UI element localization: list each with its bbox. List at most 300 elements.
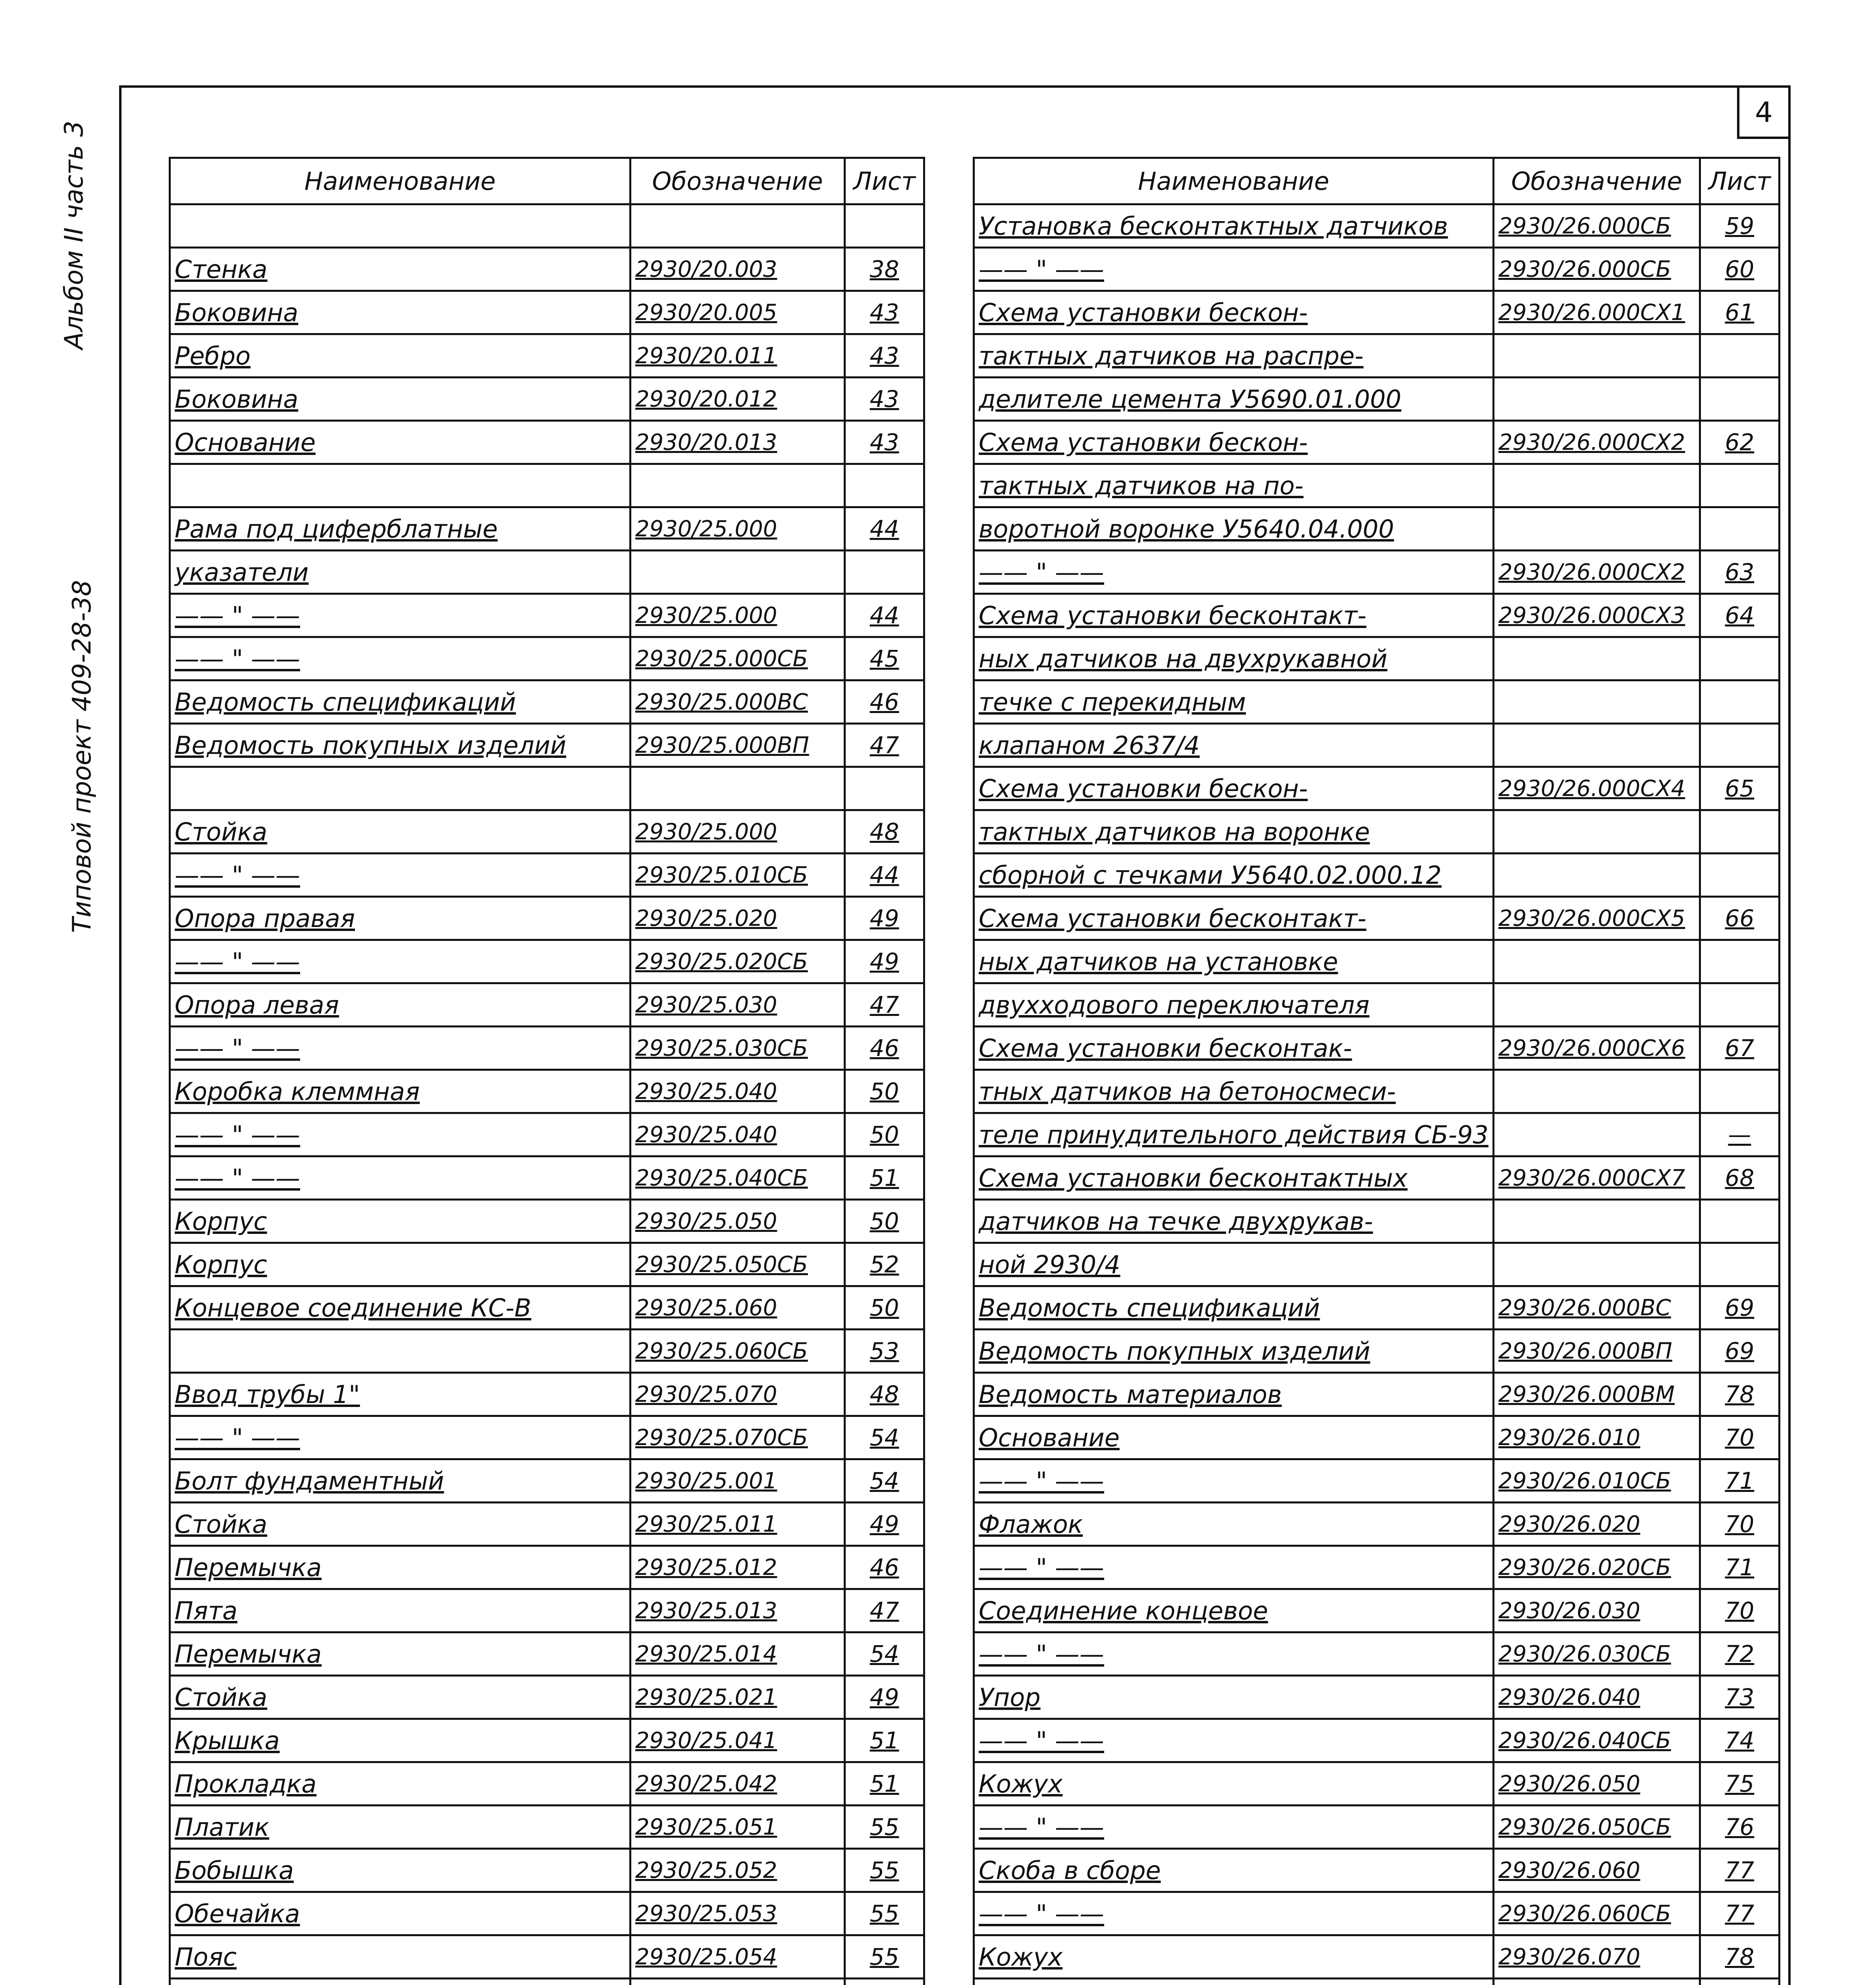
row-sheet: 51 [845, 1156, 924, 1200]
row-sheet: 54 [845, 1459, 924, 1503]
row-name: Платик [170, 1806, 630, 1849]
row-sheet: 44 [845, 594, 924, 637]
row-code [1493, 334, 1700, 378]
row-code [1493, 983, 1700, 1027]
row-name: теле принудительного действия СБ-93 [974, 1113, 1494, 1156]
row-name [170, 1979, 630, 1985]
row-sheet: 70 [1700, 1503, 1779, 1546]
table-row [170, 248, 924, 291]
row-name [170, 1330, 630, 1373]
header-code: Обозначение [630, 158, 845, 204]
table-row [170, 637, 924, 680]
row-name: Боковина [170, 378, 630, 421]
row-name: Упор [974, 1676, 1494, 1719]
row-code: 2930/26.000ВС [1493, 1286, 1700, 1330]
row-name: воротной воронке У5640.04.000 [974, 507, 1494, 551]
table-row [974, 1373, 1780, 1416]
row-name [170, 767, 630, 810]
row-name: Схема установки бесконтактных [974, 1156, 1494, 1200]
row-code: 2930/26.030СБ [1493, 1632, 1700, 1676]
row-name: ной 2930/4 [974, 1243, 1494, 1286]
row-code [1493, 680, 1700, 724]
row-name: Корпус [170, 1243, 630, 1286]
table-row [170, 1762, 924, 1806]
row-name: —— " —— [974, 1892, 1494, 1935]
table-row [170, 1546, 924, 1589]
row-name: тактных датчиков на по- [974, 464, 1494, 507]
row-sheet: 55 [845, 1806, 924, 1849]
row-sheet: 75 [1700, 1762, 1779, 1806]
row-name: —— " —— [974, 1632, 1494, 1676]
row-name: Кожух [974, 1762, 1494, 1806]
table-row [974, 1632, 1780, 1676]
row-code: 2930/20.013 [630, 421, 845, 464]
row-name: —— " —— [170, 637, 630, 680]
table-header [974, 158, 1780, 204]
table-row [170, 940, 924, 983]
row-code: 2930/25.010СБ [630, 854, 845, 897]
row-name: ных датчиков на двухрукавной [974, 637, 1494, 680]
row-sheet: 65 [1700, 767, 1779, 810]
row-code [1493, 378, 1700, 421]
row-code: 2930/25.030СБ [630, 1027, 845, 1070]
row-name: Болт фундаментный [170, 1459, 630, 1503]
row-sheet: 55 [845, 1935, 924, 1979]
row-sheet: 54 [845, 1416, 924, 1459]
row-sheet: 77 [1700, 1849, 1779, 1892]
table-row [170, 1806, 924, 1849]
table-row [974, 291, 1780, 334]
row-name: —— " —— [170, 854, 630, 897]
drawings-list-left [169, 157, 925, 1985]
row-sheet: 61 [1700, 291, 1779, 334]
row-name: Стойка [170, 1676, 630, 1719]
row-name: —— " —— [974, 248, 1494, 291]
row-sheet: 49 [845, 940, 924, 983]
row-sheet: 66 [1700, 897, 1779, 940]
row-code: 2930/25.014 [630, 1632, 845, 1676]
table-row [170, 1286, 924, 1330]
row-code: 2930/26.030 [1493, 1589, 1700, 1632]
table-row [170, 204, 924, 248]
row-sheet: 38 [845, 248, 924, 291]
table-row [974, 1286, 1780, 1330]
row-sheet: 51 [845, 1719, 924, 1762]
row-code: 2930/26.060 [1493, 1849, 1700, 1892]
row-name: —— " —— [170, 1416, 630, 1459]
row-sheet: 43 [845, 291, 924, 334]
row-sheet: 74 [1700, 1719, 1779, 1762]
row-name: Стенка [170, 248, 630, 291]
table-row [170, 594, 924, 637]
table-row [170, 1719, 924, 1762]
row-sheet [845, 464, 924, 507]
row-sheet [1700, 464, 1779, 507]
table-row [974, 1459, 1780, 1503]
row-sheet: 55 [845, 1849, 924, 1892]
table-row [974, 1243, 1780, 1286]
row-code [1493, 724, 1700, 767]
row-name: Перемычка [170, 1546, 630, 1589]
header-code: Обозначение [1493, 158, 1700, 204]
row-sheet: 43 [845, 421, 924, 464]
table-row [170, 291, 924, 334]
table-row [170, 1027, 924, 1070]
table-row [170, 1459, 924, 1503]
row-code: 2930/25.041 [630, 1719, 845, 1762]
table-row [974, 637, 1780, 680]
row-code: 2930/25.000 [630, 810, 845, 854]
sheet-number: 4 [1737, 85, 1791, 139]
row-code: 2930/26.010СБ [1493, 1459, 1700, 1503]
row-sheet: 71 [1700, 1546, 1779, 1589]
row-code [630, 204, 845, 248]
row-sheet [1700, 1200, 1779, 1243]
row-name: Концевое соединение КС-В [170, 1286, 630, 1330]
row-sheet: 78 [1700, 1935, 1779, 1979]
row-name: —— " —— [974, 1546, 1494, 1589]
row-sheet [845, 1979, 924, 1985]
row-name: Соединение концевое [974, 1589, 1494, 1632]
row-name: двухходового переключателя [974, 983, 1494, 1027]
row-code: 2930/26.000СБ [1493, 248, 1700, 291]
row-code: 2930/26.010 [1493, 1416, 1700, 1459]
table-row [974, 378, 1780, 421]
table-row [974, 1762, 1780, 1806]
row-name: —— " —— [974, 1459, 1494, 1503]
row-sheet [845, 204, 924, 248]
row-name: Основание [974, 1416, 1494, 1459]
table-row [170, 767, 924, 810]
row-code: 2930/20.005 [630, 291, 845, 334]
table-row [974, 204, 1780, 248]
table-row [974, 334, 1780, 378]
table-row [170, 1156, 924, 1200]
table-row [170, 1676, 924, 1719]
header-sheet: Лист [845, 158, 924, 204]
row-sheet: 68 [1700, 1156, 1779, 1200]
row-code: 2930/26.000ВМ [1493, 1373, 1700, 1416]
row-code: 2930/26.070 [1493, 1935, 1700, 1979]
row-sheet: 49 [845, 1503, 924, 1546]
row-code: 2930/26.020СБ [1493, 1546, 1700, 1589]
row-name: датчиков на течке двухрукав- [974, 1200, 1494, 1243]
row-code: 2930/25.012 [630, 1546, 845, 1589]
row-code: 2930/25.021 [630, 1676, 845, 1719]
table-row [974, 1849, 1780, 1892]
table-row [974, 1156, 1780, 1200]
row-name: тных датчиков на бетоносмеси- [974, 1070, 1494, 1113]
row-name [170, 464, 630, 507]
table-row [974, 1719, 1780, 1762]
table-row [170, 1979, 924, 1985]
row-sheet [1700, 854, 1779, 897]
table-row [974, 464, 1780, 507]
row-code: 2930/26.000СХ6 [1493, 1027, 1700, 1070]
row-sheet: 70 [1700, 1416, 1779, 1459]
row-code: 2930/26.000СХ2 [1493, 421, 1700, 464]
row-sheet: 44 [845, 507, 924, 551]
row-name: Ребро [170, 334, 630, 378]
row-code: 2930/25.030 [630, 983, 845, 1027]
row-code: 2930/25.051 [630, 1806, 845, 1849]
row-sheet [1700, 940, 1779, 983]
table-row [974, 1979, 1780, 1985]
table-row [170, 1849, 924, 1892]
row-sheet: 69 [1700, 1286, 1779, 1330]
table-row [170, 464, 924, 507]
table-row [974, 594, 1780, 637]
table-row [170, 334, 924, 378]
row-code: 2930/25.052 [630, 1849, 845, 1892]
row-code [1493, 854, 1700, 897]
row-name: Схема установки бесконтак- [974, 1027, 1494, 1070]
row-name: Схема установки бескон- [974, 421, 1494, 464]
row-sheet: 46 [845, 1546, 924, 1589]
row-sheet: 69 [1700, 1330, 1779, 1373]
row-name: течке с перекидным [974, 680, 1494, 724]
row-code [630, 464, 845, 507]
row-sheet [1700, 507, 1779, 551]
row-sheet: 51 [845, 1762, 924, 1806]
row-code: 2930/26.000ВП [1493, 1330, 1700, 1373]
row-code: 2930/26.050СБ [1493, 1806, 1700, 1849]
table-row [974, 1200, 1780, 1243]
row-code [1493, 464, 1700, 507]
row-code: 2930/26.000СБ [1493, 204, 1700, 248]
table-row [974, 940, 1780, 983]
row-sheet: — [1700, 1113, 1779, 1156]
margin-album-label: Альбом II часть 3 [60, 120, 89, 349]
row-sheet: 60 [1700, 248, 1779, 291]
row-code: 2930/26.000СХ2 [1493, 551, 1700, 594]
row-sheet: 54 [845, 1632, 924, 1676]
row-name: Пояс [170, 1935, 630, 1979]
table-row [974, 248, 1780, 291]
row-sheet: 55 [845, 1892, 924, 1935]
row-code: 2930/25.013 [630, 1589, 845, 1632]
row-name: указатели [170, 551, 630, 594]
row-sheet [1700, 810, 1779, 854]
table-row [170, 1070, 924, 1113]
table-row [974, 1676, 1780, 1719]
margin-project-label: Типовой проект 409-28-38 [67, 580, 97, 933]
row-code: 2930/20.011 [630, 334, 845, 378]
table-row [974, 1892, 1780, 1935]
row-sheet [1700, 724, 1779, 767]
row-code: 2930/25.000ВП [630, 724, 845, 767]
row-code: 2930/25.000 [630, 507, 845, 551]
row-sheet: 77 [1700, 1892, 1779, 1935]
table-row [974, 724, 1780, 767]
row-code [630, 1979, 845, 1985]
row-code: 2930/25.070 [630, 1373, 845, 1416]
row-code: 2930/25.000 [630, 594, 845, 637]
row-code: 2930/25.040СБ [630, 1156, 845, 1200]
table-row [974, 1806, 1780, 1849]
row-sheet [845, 767, 924, 810]
table-row [974, 1546, 1780, 1589]
row-name: Опора правая [170, 897, 630, 940]
table-row [170, 1935, 924, 1979]
row-code: 2930/25.060СБ [630, 1330, 845, 1373]
row-sheet: 46 [845, 680, 924, 724]
table-row [170, 983, 924, 1027]
table-row [974, 810, 1780, 854]
row-code [1493, 1979, 1700, 1985]
row-code [630, 767, 845, 810]
row-name: сборной с течками У5640.02.000.12 [974, 854, 1494, 897]
row-code: 2930/26.000СХ3 [1493, 594, 1700, 637]
row-code: 2930/26.050 [1493, 1762, 1700, 1806]
row-sheet: 43 [845, 378, 924, 421]
row-name: Основание [170, 421, 630, 464]
row-code [1493, 1243, 1700, 1286]
row-sheet: 70 [1700, 1589, 1779, 1632]
row-name: Боковина [170, 291, 630, 334]
row-sheet: 43 [845, 334, 924, 378]
row-code: 2930/26.020 [1493, 1503, 1700, 1546]
table-row [170, 810, 924, 854]
row-sheet: 47 [845, 724, 924, 767]
row-code: 2930/25.053 [630, 1892, 845, 1935]
table-row [170, 1632, 924, 1676]
table-row [974, 1027, 1780, 1070]
row-name [170, 204, 630, 248]
row-code [1493, 1113, 1700, 1156]
table-row [170, 507, 924, 551]
row-code: 2930/25.060 [630, 1286, 845, 1330]
row-sheet: 47 [845, 983, 924, 1027]
table-row [974, 1113, 1780, 1156]
row-code [1493, 1070, 1700, 1113]
row-sheet: 50 [845, 1070, 924, 1113]
table-row [974, 983, 1780, 1027]
row-sheet: 59 [1700, 204, 1779, 248]
row-name: —— " —— [170, 594, 630, 637]
row-code: 2930/25.000СБ [630, 637, 845, 680]
row-name: Флажок [974, 1503, 1494, 1546]
row-sheet [845, 551, 924, 594]
row-code: 2930/26.040 [1493, 1676, 1700, 1719]
table-row [974, 1935, 1780, 1979]
row-sheet: 50 [845, 1200, 924, 1243]
table-row [170, 378, 924, 421]
row-name: Крышка [170, 1719, 630, 1762]
table-row [974, 1589, 1780, 1632]
row-name: Стойка [170, 1503, 630, 1546]
row-code: 2930/26.000СХ1 [1493, 291, 1700, 334]
row-name: —— " —— [170, 940, 630, 983]
row-code [1493, 637, 1700, 680]
row-name: ных датчиков на установке [974, 940, 1494, 983]
row-code [1493, 507, 1700, 551]
table-row [170, 1503, 924, 1546]
row-name: Ведомость спецификаций [170, 680, 630, 724]
row-code: 2930/25.050СБ [630, 1243, 845, 1286]
table-row [170, 1243, 924, 1286]
row-name: Ведомость спецификаций [974, 1286, 1494, 1330]
row-name: —— " —— [974, 551, 1494, 594]
table-row [974, 1503, 1780, 1546]
row-sheet [1700, 1979, 1779, 1985]
row-name: Ведомость материалов [974, 1373, 1494, 1416]
table-row [170, 1892, 924, 1935]
row-name: Рама под циферблатные [170, 507, 630, 551]
row-code: 2930/25.070СБ [630, 1416, 845, 1459]
row-name: Кожух [974, 1935, 1494, 1979]
row-name: Коробка клеммная [170, 1070, 630, 1113]
row-sheet: 52 [845, 1243, 924, 1286]
row-sheet: 49 [845, 1676, 924, 1719]
row-name: Бобышка [170, 1849, 630, 1892]
row-code: 2930/26.000СХ7 [1493, 1156, 1700, 1200]
row-sheet: 50 [845, 1286, 924, 1330]
row-code: 2930/26.000СХ5 [1493, 897, 1700, 940]
row-code: 2930/25.000ВС [630, 680, 845, 724]
row-sheet: 53 [845, 1330, 924, 1373]
row-code: 2930/25.001 [630, 1459, 845, 1503]
row-name: Корпус [170, 1200, 630, 1243]
row-sheet [1700, 1070, 1779, 1113]
table-row [974, 421, 1780, 464]
row-name: —— " —— [170, 1027, 630, 1070]
row-code: 2930/25.020СБ [630, 940, 845, 983]
table-row [170, 1200, 924, 1243]
table-row [170, 1330, 924, 1373]
row-name: делителе цемента У5690.01.000 [974, 378, 1494, 421]
row-code: 2930/26.000СХ4 [1493, 767, 1700, 810]
table-row [170, 1373, 924, 1416]
row-name: Схема установки бескон- [974, 291, 1494, 334]
table-row [170, 724, 924, 767]
row-name [974, 1979, 1494, 1985]
row-code: 2930/25.050 [630, 1200, 845, 1243]
row-name: Обечайка [170, 1892, 630, 1935]
row-sheet: 62 [1700, 421, 1779, 464]
row-name: Схема установки бескон- [974, 767, 1494, 810]
table-row [170, 897, 924, 940]
row-sheet [1700, 680, 1779, 724]
row-name: Ведомость покупных изделий [974, 1330, 1494, 1373]
row-sheet: 47 [845, 1589, 924, 1632]
row-name: Ввод трубы 1" [170, 1373, 630, 1416]
row-code: 2930/25.054 [630, 1935, 845, 1979]
table-row [974, 507, 1780, 551]
row-code: 2930/20.003 [630, 248, 845, 291]
row-name: —— " —— [170, 1156, 630, 1200]
row-code: 2930/26.060СБ [1493, 1892, 1700, 1935]
table-row [974, 767, 1780, 810]
row-sheet [1700, 1243, 1779, 1286]
row-code [1493, 1200, 1700, 1243]
table-row [170, 1416, 924, 1459]
row-name: —— " —— [170, 1113, 630, 1156]
drawings-list-right [973, 157, 1780, 1985]
row-sheet: 49 [845, 897, 924, 940]
table-row [974, 551, 1780, 594]
table-row [974, 1416, 1780, 1459]
row-name: Перемычка [170, 1632, 630, 1676]
row-code: 2930/25.040 [630, 1070, 845, 1113]
row-sheet: 44 [845, 854, 924, 897]
row-sheet: 63 [1700, 551, 1779, 594]
row-code [1493, 810, 1700, 854]
row-name: Прокладка [170, 1762, 630, 1806]
table-row [170, 854, 924, 897]
table-row [974, 1330, 1780, 1373]
table-row [170, 1589, 924, 1632]
